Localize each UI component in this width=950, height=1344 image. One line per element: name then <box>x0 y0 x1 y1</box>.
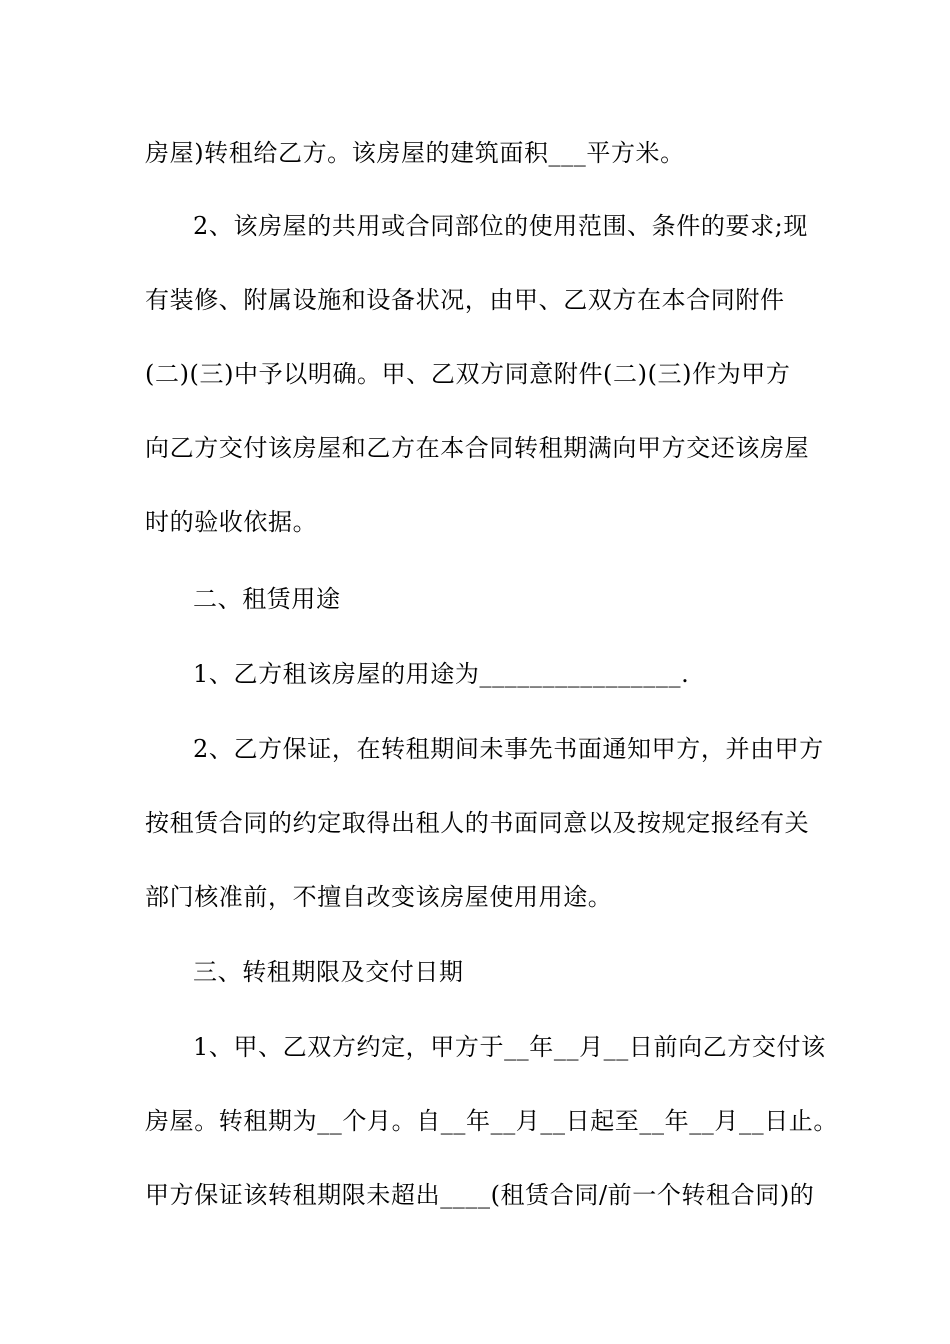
section-heading-3: 三、转租期限及交付日期 <box>193 958 464 986</box>
paragraph-line: 部门核准前，不擅自改变该房屋使用用途。 <box>145 883 613 911</box>
section-heading-2: 二、租赁用途 <box>193 585 341 613</box>
paragraph-line: 有装修、附属设施和设备状况，由甲、乙双方在本合同附件 <box>145 286 785 314</box>
paragraph-line: 房屋。转租期为__个月。自__年__月__日起至__年__月__日止。 <box>145 1107 838 1135</box>
clause-2-line: 2、乙方保证，在转租期间未事先书面通知甲方，并由甲方 <box>193 735 824 763</box>
clause-1-line: 1、甲、乙双方约定，甲方于__年__月__日前向乙方交付该 <box>193 1033 826 1061</box>
clause-2-line: 2、该房屋的共用或合同部位的使用范围、条件的要求;现 <box>193 212 808 240</box>
clause-1-line: 1、乙方租该房屋的用途为________________. <box>193 660 690 688</box>
paragraph-line: 按租赁合同的约定取得出租人的书面同意以及按规定报经有关 <box>145 809 810 837</box>
paragraph-line: 甲方保证该转租期限未超出____(租赁合同/前一个转租合同)的 <box>145 1181 815 1209</box>
paragraph-line: 向乙方交付该房屋和乙方在本合同转租期满向甲方交还该房屋 <box>145 434 810 462</box>
paragraph-line: 时的验收依据。 <box>145 508 318 536</box>
paragraph-line: 房屋)转租给乙方。该房屋的建筑面积___平方米。 <box>145 139 685 167</box>
paragraph-line: (二)(三)中予以明确。甲、乙双方同意附件(二)(三)作为甲方 <box>145 360 791 388</box>
